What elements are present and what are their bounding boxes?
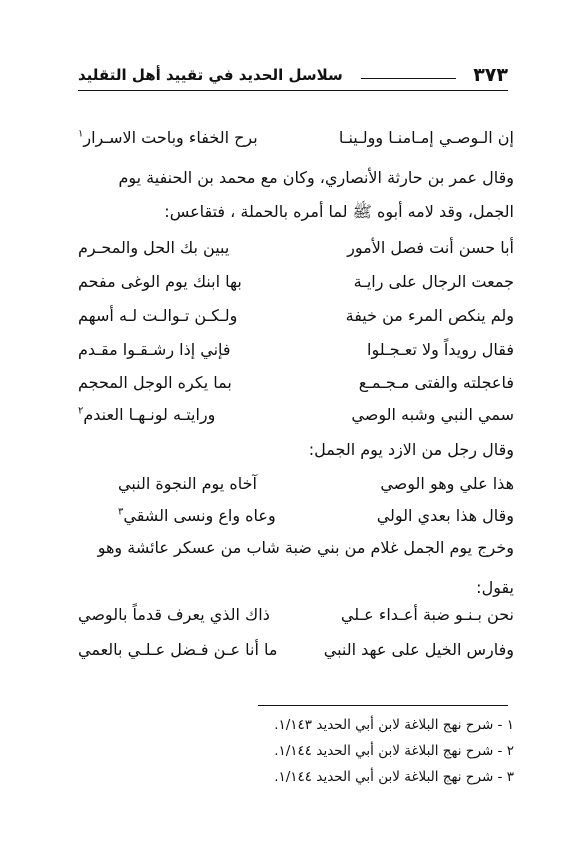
prose-line: وقال عمر بن حارثة الأنصاري، وكان مع محمد بن الحنفية يوم <box>118 168 514 187</box>
footnote: ٣ - شرح نهج البلاغة لابن أبي الحديد ١/١٤٤. <box>274 769 514 785</box>
footnote-marker: ٣ <box>118 506 124 518</box>
verse-second-hemistich: برح الخفاء وباحت الاسـرار$^١$ <box>78 128 258 147</box>
verse-first-hemistich: نحن بـنـو ضبة أعـداء عـلي <box>340 605 514 624</box>
verse-second-hemistich: آخاه يوم النجوة النبي <box>118 474 257 493</box>
verse-second-hemistich: بما يكره الوجل المحجم <box>78 373 232 392</box>
footnote: ١ - شرح نهج البلاغة لابن أبي الحديد ١/١٤٣. <box>274 717 514 733</box>
verse-second-hemistich: ولـكـن تـوالـت لـه أسهم <box>78 306 238 325</box>
verse-first-hemistich: ولم ينكص المرء من خيفة <box>345 306 514 325</box>
verse-first-hemistich: وقال هذا بعدي الولي <box>376 506 514 525</box>
verse-line <box>78 405 514 431</box>
prose-line: يقول: <box>476 578 514 597</box>
page-number: ٣٧٣ <box>473 64 508 86</box>
footnote-separator <box>258 705 508 706</box>
verse-first-hemistich: وفارس الخيل على عهد النبي <box>323 640 514 659</box>
verse-second-hemistich: وعاه واع ونسى الشقي$^٣$ <box>118 506 276 525</box>
verse-line <box>78 128 514 154</box>
verse-second-hemistich: ما أنا عـن فـضل عـلـي بالعمي <box>78 640 278 659</box>
footnote-marker: ٢ <box>78 405 84 417</box>
header-dash <box>361 78 456 79</box>
verse-line <box>78 306 514 332</box>
prose-line: الجمل، وقد لامه أبوه ﷺ لما أمره بالحملة ، فتقاعس: <box>164 202 514 221</box>
verse-second-hemistich: ورايتـه لونـهـا العندم$^٢$ <box>78 405 216 424</box>
verse-first-hemistich: هذا علي وهو الوصي <box>380 474 514 493</box>
verse-line <box>78 340 514 366</box>
verse-line <box>78 506 514 532</box>
verse-second-hemistich: يبين بك الحل والمحـرم <box>78 238 230 257</box>
verse-first-hemistich: فقال رويداً ولا تعـجـلوا <box>367 340 514 359</box>
verse-line <box>78 373 514 399</box>
footnote: ٢ - شرح نهج البلاغة لابن أبي الحديد ١/١٤٤. <box>274 743 514 759</box>
verse-first-hemistich: جمعت الرجال على رايـة <box>353 272 514 291</box>
verse-line <box>78 272 514 298</box>
verse-second-hemistich: ذاك الذي يعرف قدماً بالوصي <box>78 605 270 624</box>
verse-line <box>78 640 514 666</box>
verse-second-hemistich: فإني إذا رشـقـوا مقـدم <box>78 340 231 359</box>
verse-first-hemistich: أبا حسن أنت فصل الأمور <box>347 238 514 257</box>
verse-second-hemistich: بها ابنك يوم الوغى مفحم <box>78 272 242 291</box>
footnote-marker: ١ <box>78 128 84 140</box>
verse-first-hemistich: فاعجلته والفتى مـجـمـع <box>358 373 514 392</box>
verse-line <box>78 238 514 264</box>
verse-first-hemistich: إن الـوصـي إمـامنـا وولـينـا <box>338 128 514 147</box>
prose-line: وقال رجل من الازد يوم الجمل: <box>308 440 514 459</box>
prose-line: وخرج يوم الجمل غلام من بني ضبة شاب من عسكر عائشة وهو <box>97 538 514 557</box>
verse-line <box>78 474 514 500</box>
running-title: سلاسل الحديد في تقييد أهل التقليد <box>78 66 343 84</box>
verse-first-hemistich: سمي النبي وشبه الوصي <box>351 405 514 424</box>
page-header <box>78 60 508 91</box>
verse-line <box>78 605 514 631</box>
